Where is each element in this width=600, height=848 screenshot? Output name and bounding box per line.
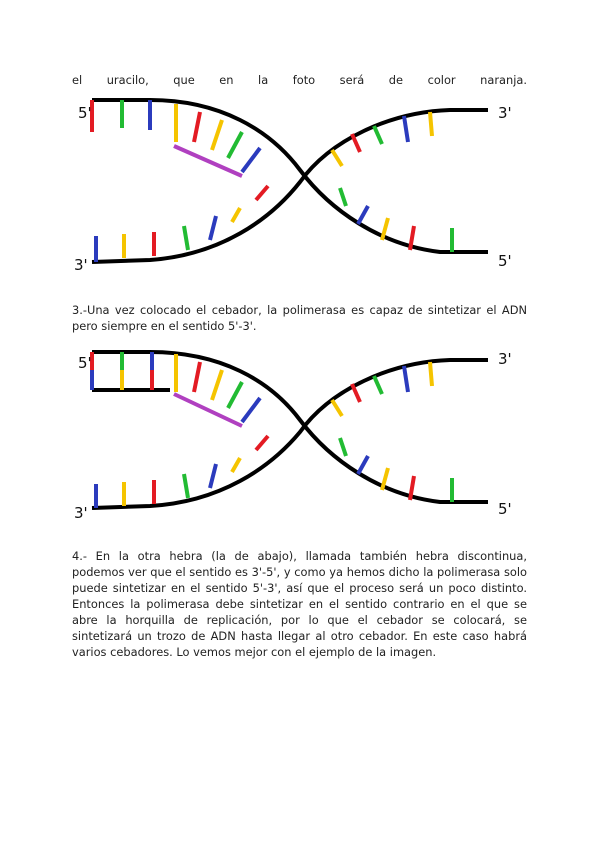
base-blue <box>404 116 408 142</box>
base-blue <box>358 456 368 474</box>
base-red <box>194 362 200 392</box>
label-3-prime-top: 3' <box>498 350 512 368</box>
paragraph-3: 4.- En la otra hebra (la de abajo), llamada también hebra discontinua, podemos ver que el sentido es 3'-5', y como ya hemos dicho la polimerasa solo puede sintetizar en el sentido 5'-3', así que el proceso será un poco distinto. Entonces la polimerasa debe sintetizar en el sentido contrario en el que se abre la horquilla de replicación, por lo que el cebador se colocará, se sintetizará un trozo de ADN hasta llegar al otro cebador. En este caso habrá varios cebadores. Lo vemos mejor con el ejemplo de la imagen. <box>72 549 527 659</box>
label-5-prime-bottom: 5' <box>498 500 512 518</box>
base-yellow <box>430 362 432 386</box>
base-green <box>374 376 382 394</box>
base-yellow <box>212 120 222 150</box>
label-3-prime-top: 3' <box>498 104 512 122</box>
base-green <box>228 382 242 408</box>
base-yellow <box>232 208 240 222</box>
base-red <box>256 436 268 450</box>
label-3-prime-bottom: 3' <box>74 504 88 522</box>
paragraph-2: 3.-Una vez colocado el cebador, la polimerasa es capaz de sintetizar el ADN pero siempre en el sentido 5'-3'. <box>72 303 527 333</box>
base-blue <box>242 398 260 422</box>
dna-diagram-1 <box>70 90 530 280</box>
base-blue <box>404 366 408 392</box>
base-yellow <box>212 370 222 400</box>
base-blue <box>210 464 216 488</box>
base-yellow <box>332 400 342 416</box>
label-5-prime-top: 5' <box>78 354 92 372</box>
base-blue <box>242 148 260 172</box>
base-red <box>256 186 268 200</box>
paragraph-1: el uracilo, que en la foto será de color naranja. <box>72 73 527 87</box>
base-green <box>184 226 188 250</box>
base-yellow <box>232 458 240 472</box>
base-green <box>340 438 346 456</box>
base-blue <box>358 206 368 224</box>
base-yellow <box>332 150 342 166</box>
base-red <box>194 112 200 142</box>
base-green <box>340 188 346 206</box>
dna-fork-svg <box>70 90 530 280</box>
label-3-prime-bottom: 3' <box>74 256 88 274</box>
base-blue <box>210 216 216 240</box>
base-yellow <box>430 112 432 136</box>
base-green <box>374 126 382 144</box>
dna-fork-svg <box>70 340 530 530</box>
base-green <box>228 132 242 158</box>
upper-right-strand <box>92 110 488 262</box>
label-5-prime-top: 5' <box>78 104 92 122</box>
label-5-prime-bottom: 5' <box>498 252 512 270</box>
dna-diagram-2 <box>70 340 530 530</box>
base-green <box>184 474 188 498</box>
